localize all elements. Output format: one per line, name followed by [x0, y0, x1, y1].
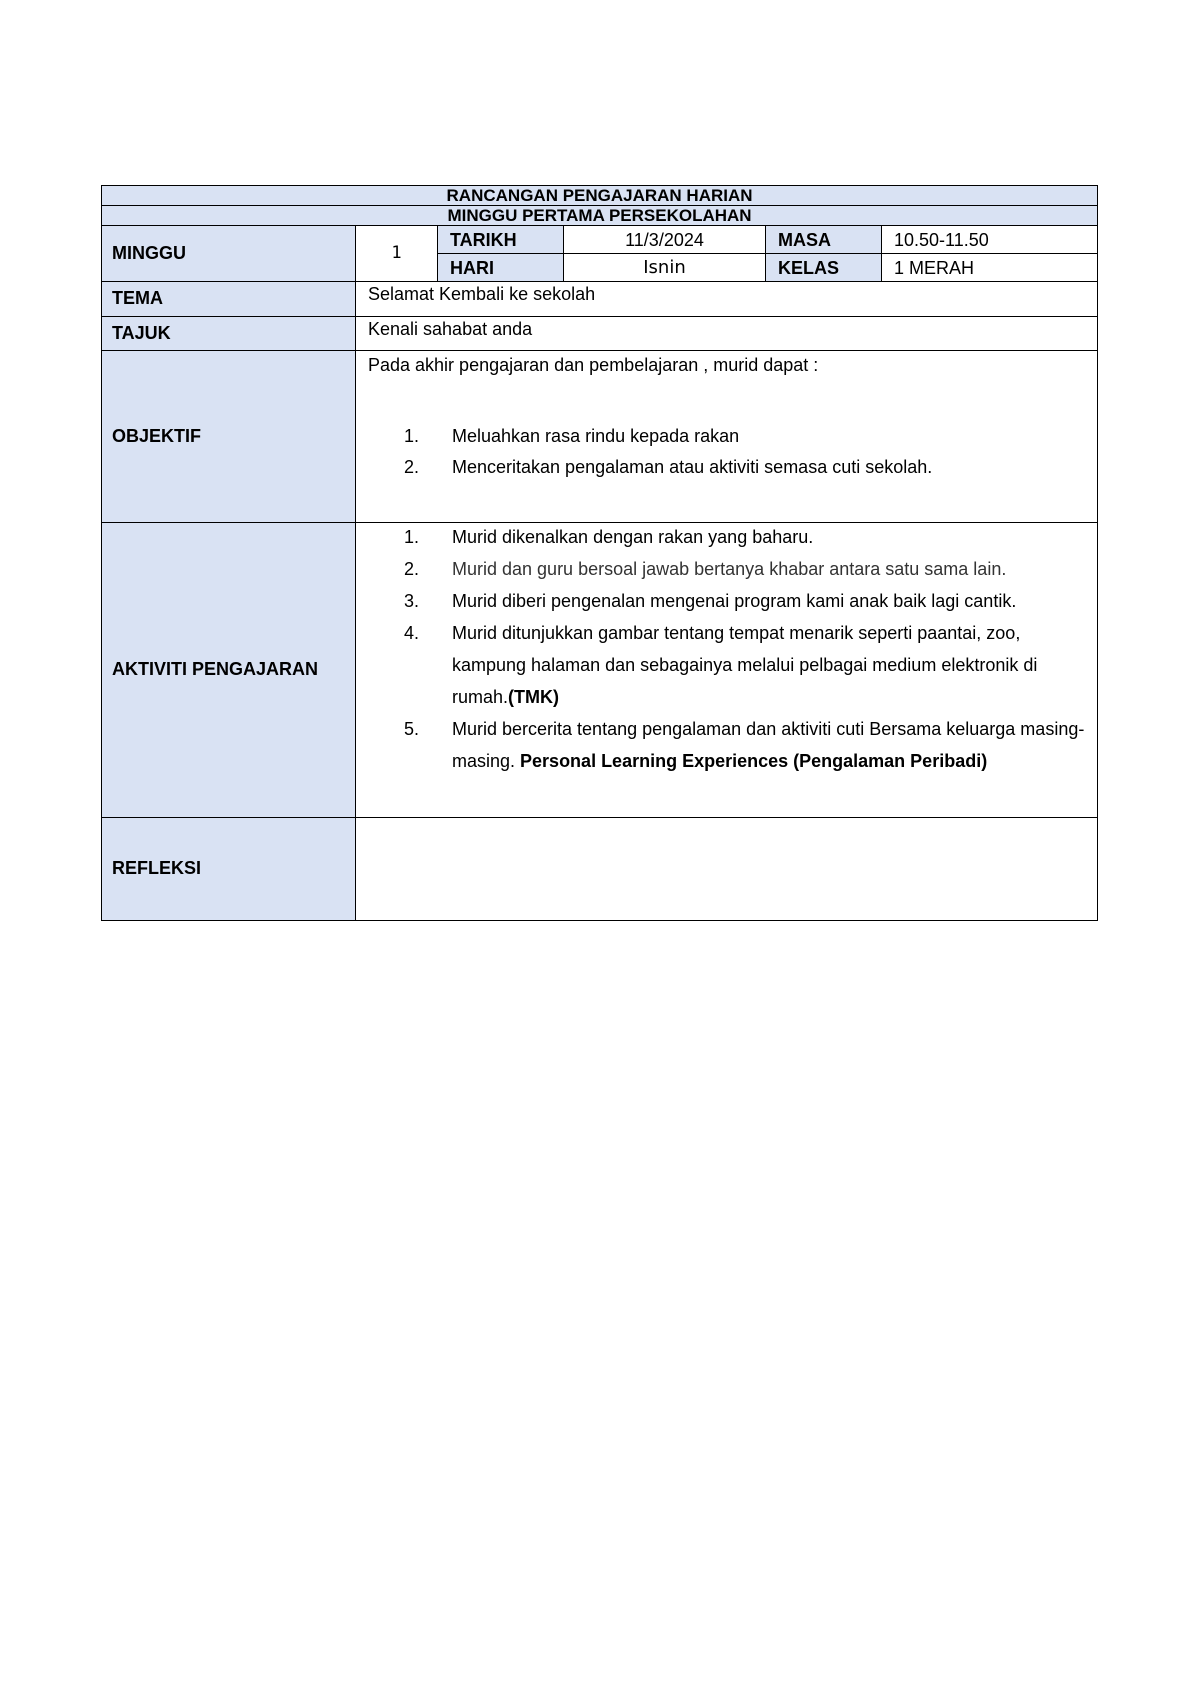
- list-text: Menceritakan pengalaman atau aktiviti semasa cuti sekolah.: [452, 457, 933, 477]
- list-number: 5.: [404, 719, 420, 739]
- minggu-value: 1: [356, 226, 438, 282]
- list-number: 2.: [404, 457, 420, 477]
- list-number: 2.: [404, 559, 420, 579]
- refleksi-label: REFLEKSI: [102, 818, 356, 921]
- objektif-content: [356, 351, 1098, 523]
- minggu-label: MINGGU: [102, 226, 356, 282]
- list-text: Meluahkan rasa rindu kepada rakan: [452, 426, 740, 446]
- tema-label: TEMA: [102, 282, 356, 317]
- list-text: Murid ditunjukkan gambar tentang tempat menarik seperti paantai, zoo, kampung halaman dan sebagainya melalui pelbagai medium elektronik di rumah.: [452, 623, 1038, 707]
- list-text: Murid dikenalkan dengan rakan yang baharu.: [452, 527, 814, 547]
- tarikh-value: 11/3/2024: [564, 226, 766, 254]
- list-text: Murid diberi pengenalan mengenai program kami anak baik lagi cantik.: [452, 591, 1017, 611]
- list-item: [368, 713, 1085, 777]
- list-text: Murid dan guru bersoal jawab bertanya khabar antara satu sama lain.: [452, 559, 1007, 579]
- document-subtitle: MINGGU PERTAMA PERSEKOLAHAN: [102, 206, 1098, 226]
- kelas-label: KELAS: [766, 254, 882, 282]
- aktiviti-list: [368, 521, 1085, 777]
- tema-value: Selamat Kembali ke sekolah: [356, 282, 1098, 317]
- list-item: [368, 553, 1085, 585]
- list-number: 1.: [404, 426, 420, 446]
- list-number: 3.: [404, 591, 420, 611]
- list-item: [368, 521, 1085, 553]
- list-number: 4.: [404, 623, 420, 643]
- hari-label: HARI: [438, 254, 564, 282]
- list-text: Murid bercerita tentang pengalaman dan aktiviti cuti Bersama keluarga masing-masing.: [452, 719, 1085, 771]
- objektif-label: OBJEKTIF: [102, 351, 356, 523]
- tajuk-label: TAJUK: [102, 317, 356, 351]
- list-item: [368, 617, 1085, 713]
- aktiviti-content: [356, 523, 1098, 818]
- lesson-plan-table: [101, 185, 1098, 921]
- tarikh-label: TARIKH: [438, 226, 564, 254]
- document-title: RANCANGAN PENGAJARAN HARIAN: [102, 186, 1098, 206]
- list-bold-text: Personal Learning Experiences (Pengalaman Peribadi): [520, 751, 988, 771]
- kelas-value: 1 MERAH: [882, 254, 1098, 282]
- list-item: [368, 421, 1085, 452]
- objektif-intro: Pada akhir pengajaran dan pembelajaran , murid dapat :: [368, 355, 819, 375]
- refleksi-value: [356, 818, 1098, 921]
- list-item: [368, 452, 1085, 483]
- masa-label: MASA: [766, 226, 882, 254]
- objektif-list: [368, 421, 1085, 483]
- list-item: [368, 585, 1085, 617]
- aktiviti-label: AKTIVITI PENGAJARAN: [102, 523, 356, 818]
- list-bold-text: (TMK): [508, 687, 560, 707]
- tajuk-value: Kenali sahabat anda: [356, 317, 1098, 351]
- hari-value: Isnin: [564, 254, 766, 282]
- masa-value: 10.50-11.50: [882, 226, 1098, 254]
- list-number: 1.: [404, 527, 420, 547]
